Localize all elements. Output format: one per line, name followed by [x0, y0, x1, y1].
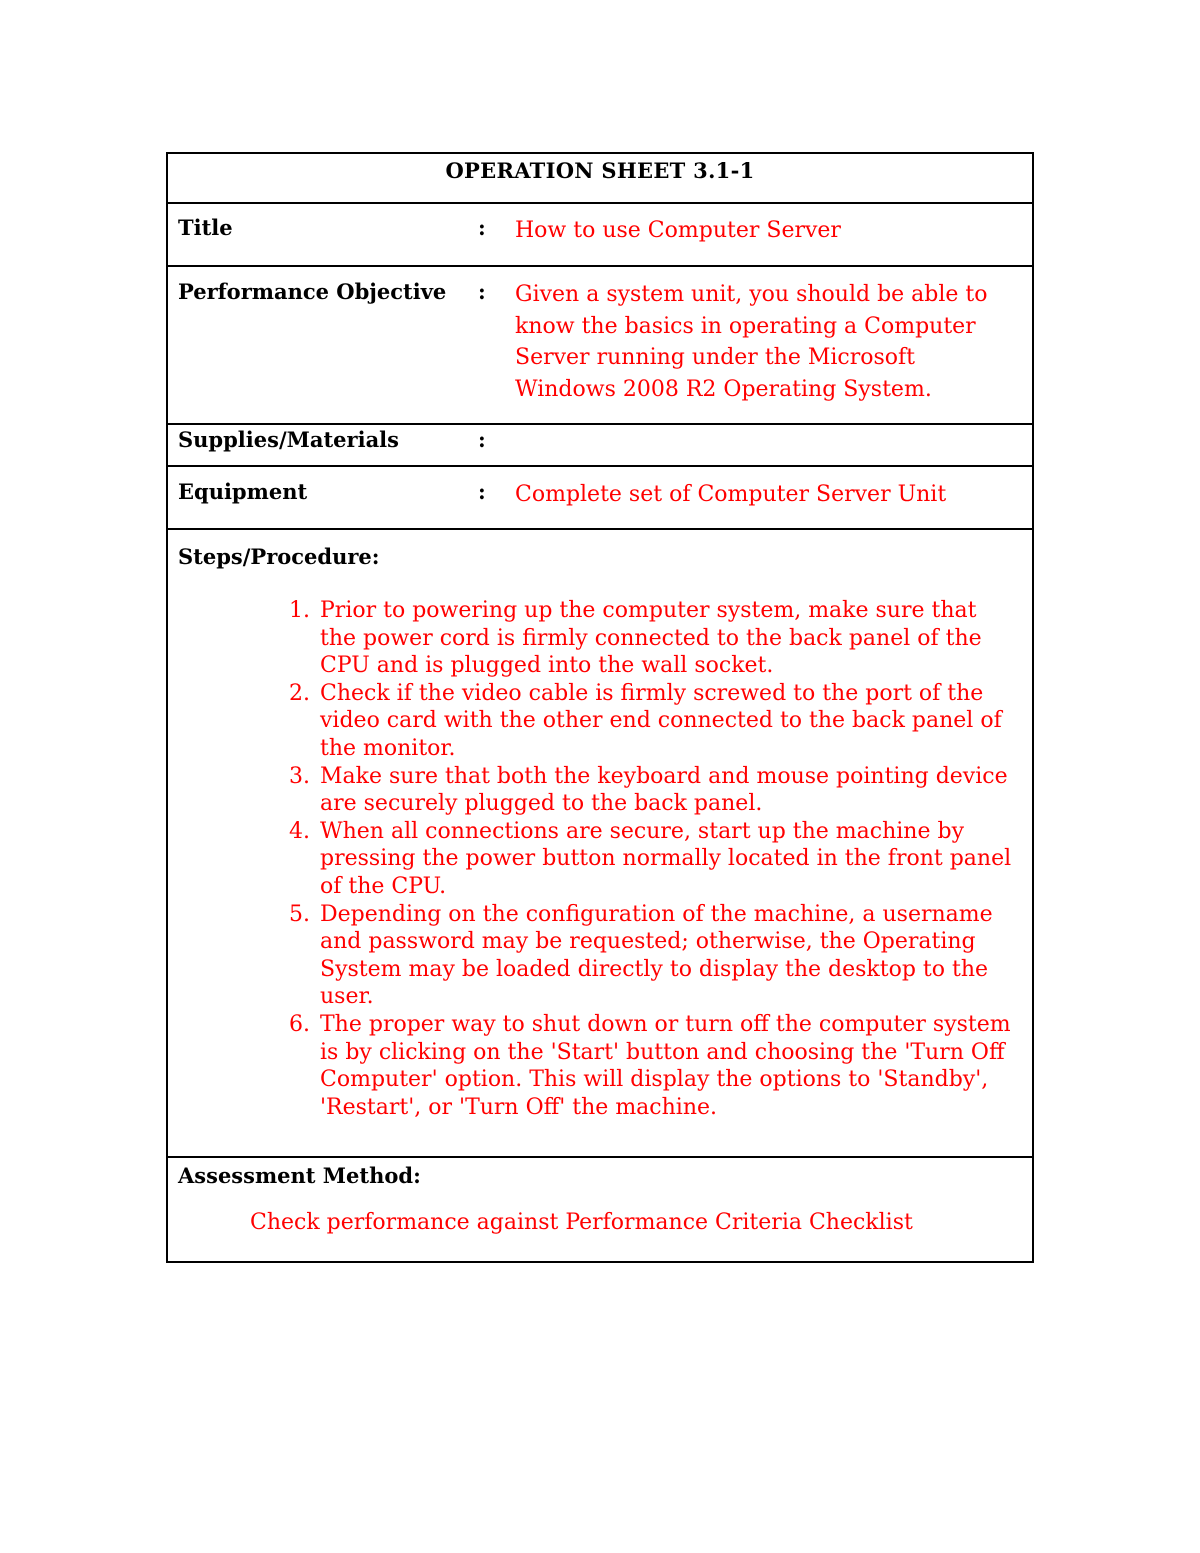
assessment-label: Assessment Method:: [178, 1163, 421, 1188]
step-number: 1.: [289, 598, 310, 623]
step-item: [168, 763, 1032, 818]
objective-label: Performance Objective: [178, 279, 447, 304]
steps-list: [168, 597, 1032, 1121]
title-colon: :: [478, 215, 486, 240]
step-number: 6.: [289, 1011, 310, 1037]
steps-row: [167, 529, 1033, 1157]
step-text: Prior to powering up the computer system, make sure that the power cord is firmly connected to the back panel of the CPU and is plugged into the wall socket.: [320, 598, 982, 679]
step-text: Depending on the configuration of the machine, a username and password may be requested; otherwise, the Operating System may be loaded directly to display the desktop to the user.: [320, 901, 993, 1010]
equipment-label: Equipment: [178, 479, 308, 504]
assessment-text: Check performance against Performance Criteria Checklist: [250, 1210, 913, 1235]
title-value: How to use Computer Server: [515, 218, 841, 243]
heading-row: [167, 153, 1033, 203]
objective-value: Given a system unit, you should be able to know the basics in operating a Computer Server running under the Microsoft Windows 2008 R2 Operating System.: [515, 282, 988, 402]
equipment-row: [167, 466, 1033, 529]
step-text: Make sure that both the keyboard and mouse pointing device are securely plugged to the back panel.: [320, 763, 1008, 817]
step-number: 5.: [289, 901, 310, 927]
equipment-value: Complete set of Computer Server Unit: [515, 482, 947, 507]
supplies-label: Supplies/Materials: [178, 427, 399, 452]
operation-sheet-table: [166, 152, 1034, 1263]
supplies-colon: :: [478, 427, 486, 452]
step-number: 2.: [289, 680, 310, 706]
title-row: [167, 203, 1033, 266]
step-item: [168, 818, 1032, 901]
equipment-colon: :: [478, 479, 486, 504]
title-label: Title: [178, 215, 233, 240]
step-item: [168, 597, 1032, 680]
sheet-heading: OPERATION SHEET 3.1-1: [167, 153, 1033, 203]
supplies-row: [167, 424, 1033, 466]
step-text: The proper way to shut down or turn off the computer system is by clicking on the 'Start' button and choosing the 'Turn Off Computer' option. This will display the options to 'Standby', 'Restart', or 'Turn Off' the machine.: [320, 1011, 1011, 1120]
step-item: [168, 1011, 1032, 1121]
step-item: [168, 901, 1032, 1011]
objective-row: [167, 266, 1033, 424]
steps-label: Steps/Procedure:: [178, 544, 380, 569]
assessment-row: [167, 1157, 1033, 1262]
step-text: When all connections are secure, start up the machine by pressing the power button normally located in the front panel of the CPU.: [320, 818, 1012, 899]
step-text: Check if the video cable is firmly screwed to the port of the video card with the other end connected to the back panel of the monitor.: [320, 680, 1002, 761]
step-item: [168, 680, 1032, 763]
step-number: 4.: [289, 818, 310, 844]
step-number: 3.: [289, 763, 310, 789]
objective-colon: :: [478, 279, 486, 304]
